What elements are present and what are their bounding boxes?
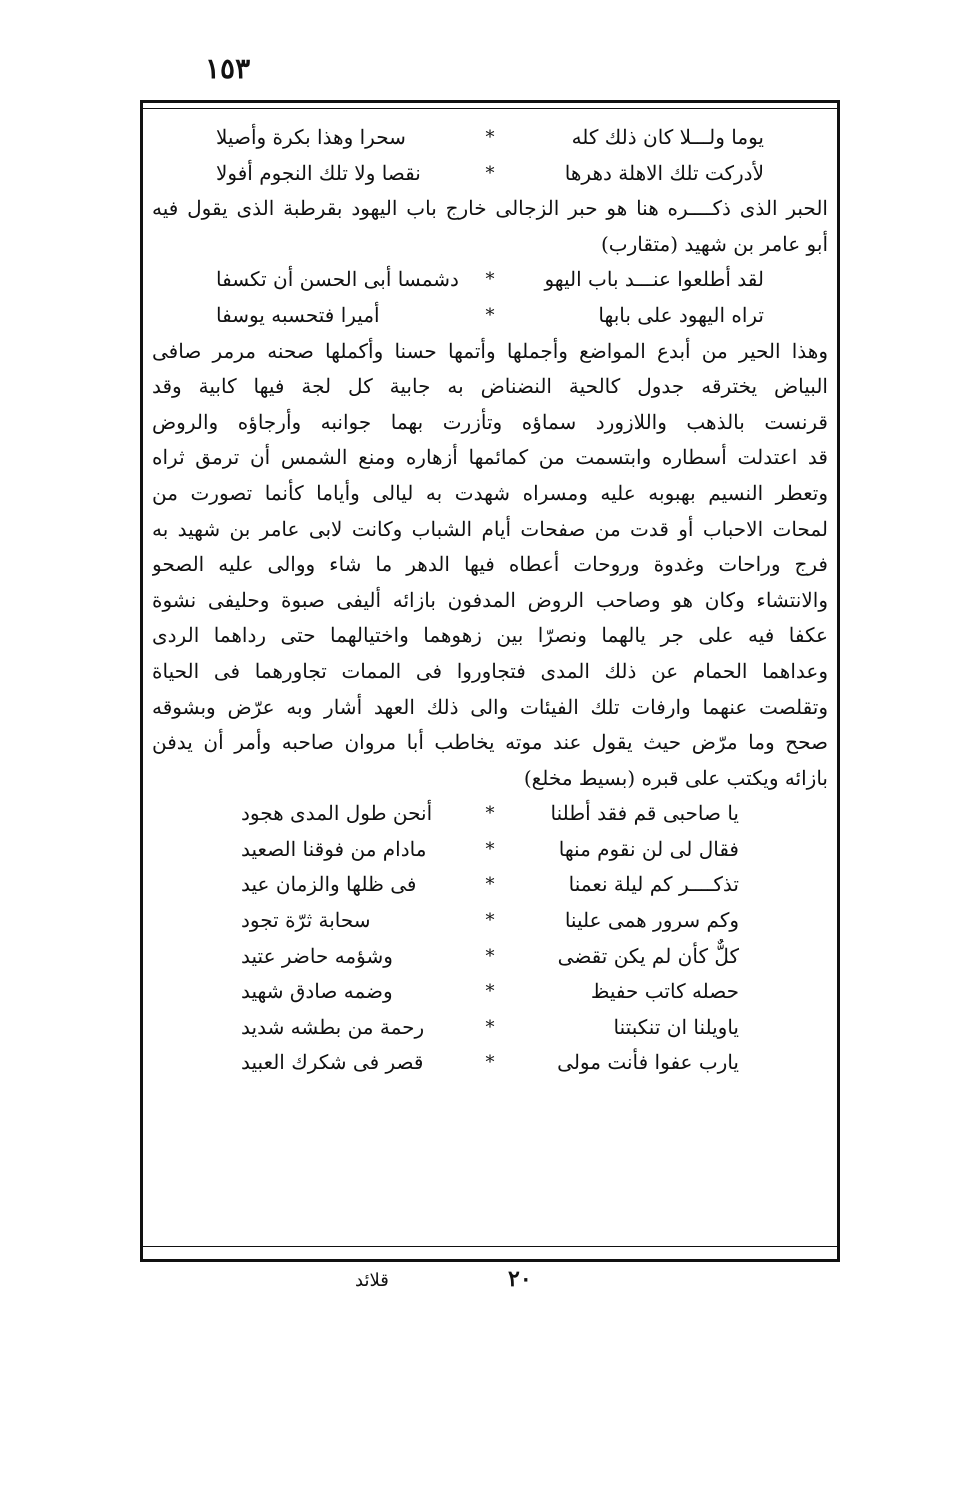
prose-line: قد اعتدلت أسطاره وابتسمت من كمائمها أزهاره ومنع الشمس أن ترمق ثراه bbox=[152, 445, 828, 470]
verse-second-hemistich: قصر فى شكرك العبيد bbox=[241, 1050, 424, 1075]
verse-separator: * bbox=[485, 874, 495, 896]
verse-separator: * bbox=[485, 981, 495, 1003]
prose-line: قرنست بالذهب واللازورد سماؤه وتأزرت بهما جوانبه وأرجاؤه والروض bbox=[152, 409, 828, 434]
verse-separator: * bbox=[485, 838, 495, 860]
verse-separator: * bbox=[485, 1016, 495, 1038]
verse-second-hemistich: دشمسا أبى الحسن أن تكسفا bbox=[216, 267, 459, 292]
verse-first-hemistich: يارب عفوا فأنت مولى bbox=[557, 1050, 739, 1075]
prose-line: لمحات الاحباب أو قدت من صفحات أيام الشباب وكانت لابى عامر بن شهيد به bbox=[152, 516, 828, 541]
verse-first-hemistich: كلٌّ كأن لم يكن تقضى bbox=[557, 943, 739, 968]
verse-first-hemistich: لأدركت تلك الاهلة دهرها bbox=[564, 160, 764, 185]
signature-mark: قلائد bbox=[355, 1270, 389, 1291]
verse-first-hemistich: تذكــــر كم ليلة نعمنا bbox=[568, 872, 739, 897]
frame-inner-bottom-rule bbox=[140, 1246, 840, 1247]
verse-second-hemistich: وشؤمه حاضر عتيد bbox=[241, 943, 393, 968]
verse-first-hemistich: لقد أطلعوا عنـــد باب اليهو bbox=[544, 267, 764, 292]
verse-separator: * bbox=[485, 304, 495, 326]
prose-line: الحبر الذى ذكــــره هنا هو حبر الزجالى خارج باب اليهود بقرطبة الذى يقول فيه bbox=[152, 196, 828, 221]
prose-line: وتقلصت عنهما وارفات تلك الفيئات والى ذلك العهد أشار وبه عرّض وبشوقه bbox=[152, 694, 828, 719]
verse-line bbox=[152, 1045, 828, 1081]
verse-first-hemistich: ياويلنا ان تنكبتنا bbox=[613, 1014, 739, 1039]
verse-second-hemistich: سحابة ثرّة تجود bbox=[241, 908, 371, 933]
verse-line bbox=[152, 298, 828, 334]
verse-separator: * bbox=[485, 910, 495, 932]
verse-line bbox=[152, 832, 828, 868]
verse-line bbox=[152, 120, 828, 156]
verse-second-hemistich: سحرا وهذا بكرة وأصيلا bbox=[216, 125, 406, 149]
prose-line: والانتشاء وكان هو وصاحب الروض المدفون بازائه أليفى صبوة وحليفى نشوة bbox=[152, 587, 828, 612]
verse-second-hemistich: أنحن طول المدى هجود bbox=[241, 801, 433, 826]
verse-second-hemistich: وضمه صادق شهيد bbox=[241, 979, 393, 1004]
verse-separator: * bbox=[485, 162, 495, 184]
verse-line bbox=[152, 867, 828, 903]
verse-separator: * bbox=[485, 803, 495, 825]
verse-line bbox=[152, 939, 828, 975]
verse-second-hemistich: أميرا فتحسبه يوسفا bbox=[216, 302, 380, 327]
verse-separator: * bbox=[485, 1052, 495, 1074]
prose-line: وتعطر النسيم بهبوبه عليه ومسراه شهدت به ليالى وأياما كأنما تصورت من bbox=[152, 480, 828, 505]
verse-line bbox=[152, 974, 828, 1010]
verse-first-hemistich: وكم سرور همى علينا bbox=[564, 908, 739, 933]
signature-number: ٢٠ bbox=[508, 1266, 532, 1292]
prose-line: أبو عامر بن شهيد (متقارب) bbox=[600, 231, 828, 256]
verse-second-hemistich: مادام من فوقنا الصعيد bbox=[241, 836, 427, 861]
verse-first-hemistich: حصله كاتب حفيظ bbox=[590, 979, 739, 1004]
verse-separator: * bbox=[485, 127, 495, 148]
prose-line: البياض يخترقه جدول كالحية النضناض به جابية كل لجة فيها كابية وقد bbox=[152, 374, 828, 399]
page-number: ١٥٣ bbox=[205, 52, 251, 85]
verse-separator: * bbox=[485, 945, 495, 967]
frame-inner-top-rule bbox=[140, 108, 840, 109]
verse-line bbox=[152, 262, 828, 298]
verse-line bbox=[152, 156, 828, 192]
prose-line: عكفا فيه على جر يالهما ونصرّا بين زهوهما واختيالهما حتى رداهما الردى bbox=[152, 623, 828, 648]
verse-line bbox=[152, 903, 828, 939]
verse-line bbox=[152, 1010, 828, 1046]
prose-line: وهذا الحير من أبدع المواضع وأجملها وأتمها حسنا وأكملها صحنه مرمر صافى bbox=[152, 338, 828, 363]
verse-line bbox=[152, 796, 828, 832]
verse-second-hemistich: رحمة من بطشه شديد bbox=[241, 1014, 425, 1039]
main-text-block bbox=[152, 120, 828, 1081]
verse-separator: * bbox=[485, 269, 495, 291]
verse-first-hemistich: يا صاحبى قم فقد أطلنا bbox=[550, 801, 739, 826]
prose-line: وعداهما الحمام عن ذلك المدى فتجاوروا فى الممات تجاورهما فى الحياة bbox=[152, 658, 828, 683]
verse-first-hemistich: فقال لى لن نقوم منها bbox=[558, 836, 739, 861]
prose-line: بازائه ويكتب على قبره (بسيط مخلع) bbox=[523, 765, 828, 790]
verse-second-hemistich: نقصا ولا تلك النجوم أفولا bbox=[216, 160, 421, 185]
verse-first-hemistich: تراه اليهود على بابها bbox=[598, 302, 764, 327]
verse-first-hemistich: يوما ولـــلا كان ذلك كله bbox=[571, 125, 764, 149]
prose-line: صحح وما مرّض حيث يقول عند موته يخاطب أبا مروان صاحبه وأمر أن يدفن bbox=[152, 730, 828, 755]
prose-line: فرج وراحات وغدوة وروحات أعطاه فيها الدهر ما شاء ووالى عليه الصحو bbox=[152, 552, 828, 577]
verse-second-hemistich: فى ظلها والزمان عيد bbox=[241, 872, 417, 897]
